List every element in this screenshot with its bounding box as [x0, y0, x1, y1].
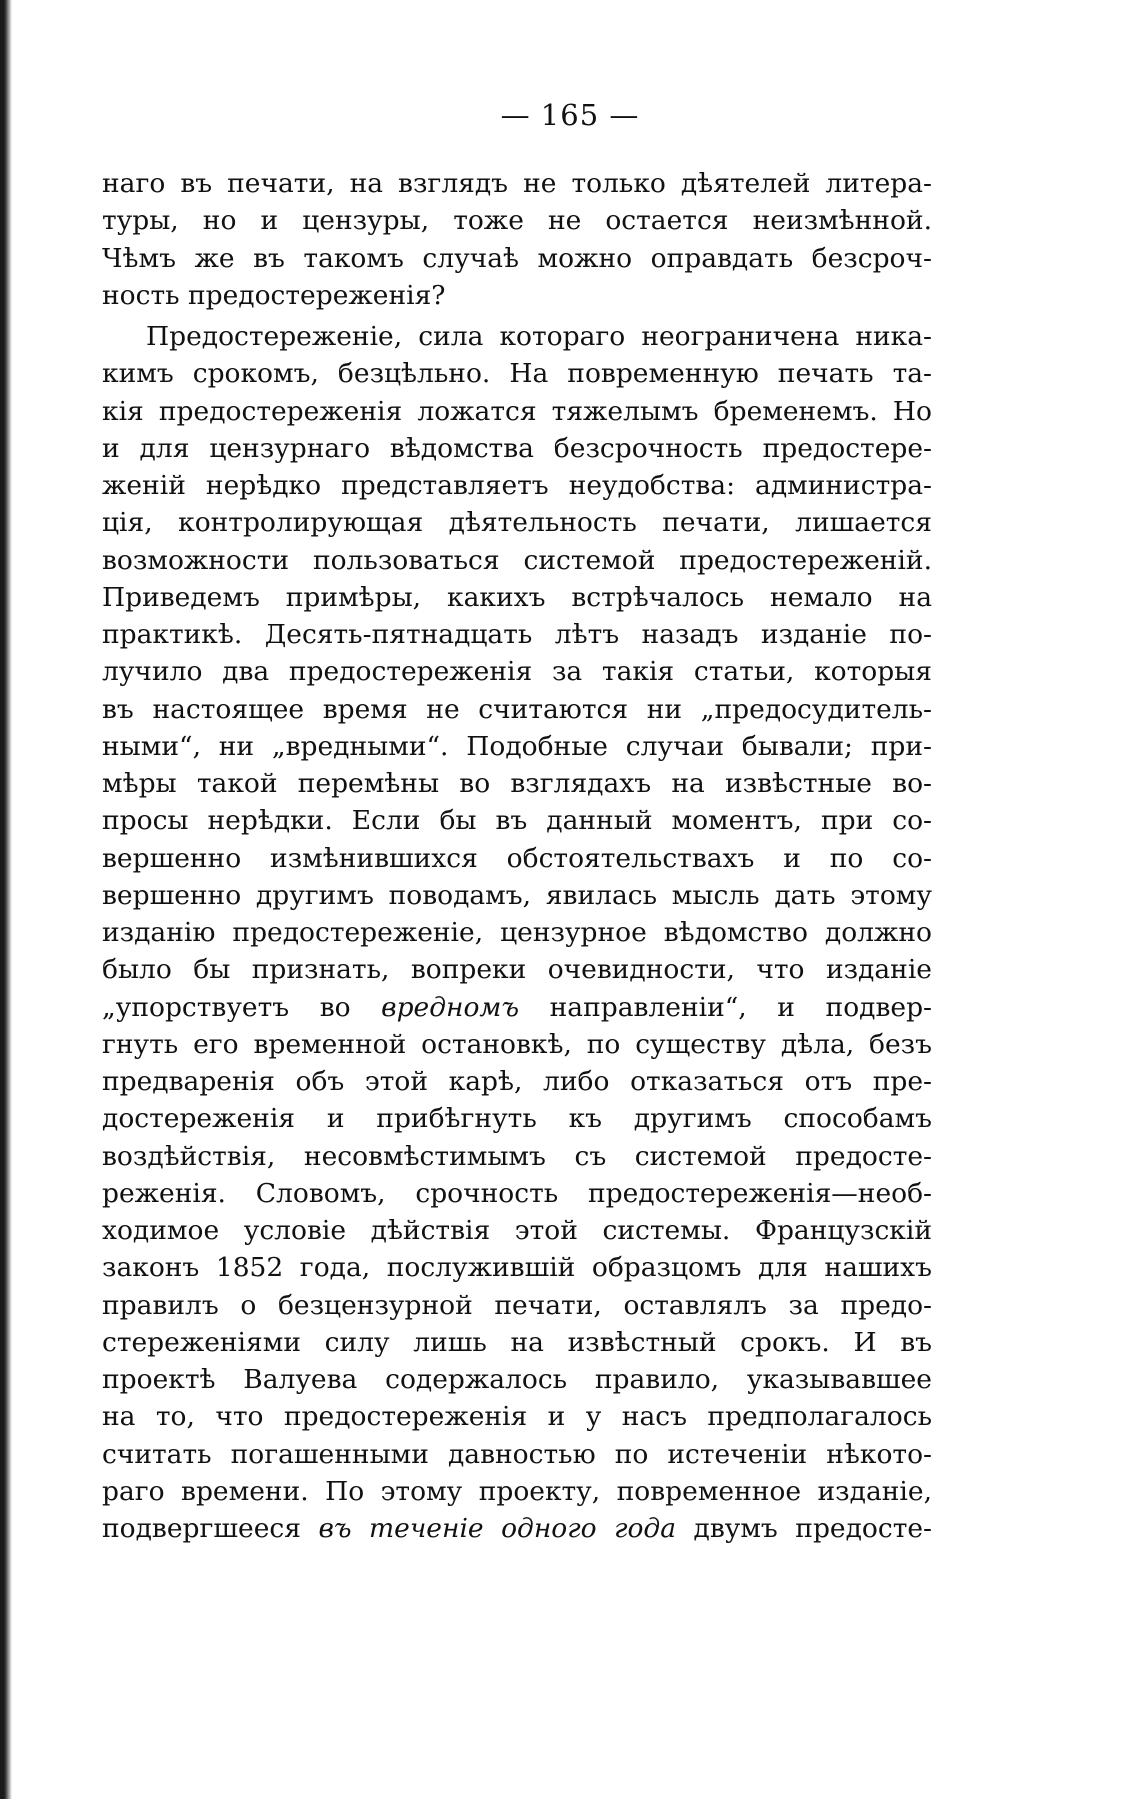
binding-edge: [0, 0, 12, 1799]
text-line: воздѣйствія, несовмѣстимымъ съ системой предосте-: [102, 1140, 932, 1172]
text-line: вершенно измѣнившихся обстоятельствахъ и по со-: [102, 842, 932, 874]
text-line: и для цензурнаго вѣдомства безсрочность предостере-: [102, 432, 932, 464]
text-line: реженія. Словомъ, срочность предостереженія—необ-: [102, 1177, 932, 1209]
text-line-with-italic: [102, 1510, 932, 1547]
text-line: практикѣ. Десять-пятнадцать лѣтъ назадъ изданіе по-: [102, 619, 932, 650]
text-line: вершенно другимъ поводамъ, явилась мысль дать этому: [102, 879, 932, 911]
text-line: было бы признать, вопреки очевидности, что изданіе: [102, 954, 932, 986]
text-line: раго времени. По этому проекту, повременное изданіе,: [102, 1475, 932, 1507]
text-line: предваренія объ этой карѣ, либо отказаться отъ пре-: [102, 1066, 932, 1097]
paragraph-first-line: Предостереженіе, сила котораго неограничена ника-: [146, 321, 932, 352]
text-line: ность предостереженія?: [102, 279, 446, 311]
text-line: достереженія и прибѣгнуть къ другимъ способамъ: [102, 1103, 932, 1135]
body-text: [102, 165, 932, 1547]
text-line: Чѣмъ же въ такомъ случаѣ можно оправдать безсроч-: [102, 242, 932, 274]
text-line: правилъ о безцензурной печати, оставлялъ за предо-: [102, 1289, 932, 1321]
text-line: туры, но и цензуры, тоже не остается неизмѣнной.: [102, 205, 932, 237]
text-line: законъ 1852 года, послужившій образцомъ для нашихъ: [102, 1252, 932, 1284]
text-segment: подвергшееся: [102, 1513, 319, 1544]
text-segment: двумъ предосте-: [676, 1513, 932, 1544]
text-line: на то, что предостереженія и у насъ предполагалось: [102, 1401, 932, 1433]
text-line: Приведемъ примѣры, какихъ встрѣчалось немало на: [102, 581, 932, 613]
text-line: ція, контролирующая дѣятельность печати, лишается: [102, 507, 932, 539]
text-line: возможности пользоваться системой предостереженій.: [102, 544, 932, 576]
italic-emphasis: въ теченіе одного года: [318, 1513, 677, 1544]
text-line: въ настоящее время не считаются ни „предосудитель-: [102, 693, 932, 725]
text-line: мѣры такой перемѣны во взглядахъ на извѣстные во-: [102, 768, 932, 799]
italic-emphasis: вредномъ: [381, 991, 520, 1023]
text-line: стереженіями силу лишь на извѣстный срокъ. И въ: [102, 1326, 932, 1358]
text-line: наго въ печати, на взглядъ не только дѣятелей литера-: [102, 168, 932, 199]
text-line: изданію предостереженіе, цензурное вѣдомство должно: [102, 917, 932, 948]
text-line: женій нерѣдко представляетъ неудобства: администра-: [102, 470, 932, 501]
text-line-with-italic: [102, 989, 932, 1026]
text-line: ходимое условіе дѣйствія этой системы. Французскій: [102, 1215, 932, 1246]
text-line: просы нерѣдки. Если бы въ данный моментъ, при со-: [102, 805, 932, 837]
text-segment: направленіи“, и подвер-: [519, 991, 932, 1023]
text-line: считать погашенными давностью по истеченіи нѣкото-: [102, 1438, 932, 1470]
text-line: кія предостереженія ложатся тяжелымъ бременемъ. Но: [102, 395, 932, 427]
text-line: ными“, ни „вредными“. Подобные случаи бывали; при-: [102, 730, 932, 762]
page-number: — 165 —: [500, 98, 640, 132]
text-line: лучило два предостереженія за такія статьи, которыя: [102, 656, 932, 688]
text-line: гнуть его временной остановкѣ, по существу дѣла, безъ: [102, 1028, 932, 1060]
text-line: кимъ срокомъ, безцѣльно. На повременную печать та-: [102, 358, 932, 390]
text-line: проектѣ Валуева содержалось правило, указывавшее: [102, 1364, 932, 1395]
text-segment: „упорствуетъ во: [102, 991, 382, 1023]
